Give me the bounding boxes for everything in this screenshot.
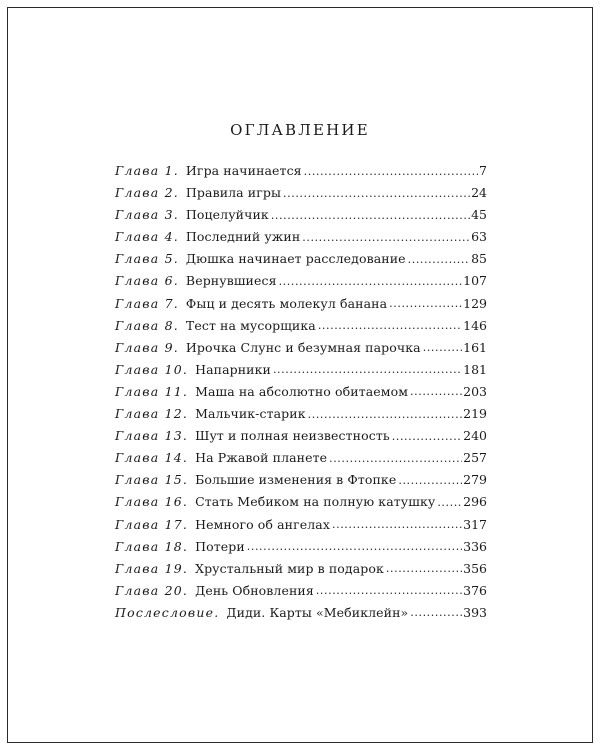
toc-entry-title: Вернувшиеся: [185, 273, 277, 289]
toc-entry-page: 203: [463, 383, 487, 399]
toc-entry-page: 24: [471, 185, 487, 201]
toc-entry-label: Глава 6.: [115, 273, 179, 289]
toc-dot-leader: [304, 160, 478, 183]
toc-entry-page: 279: [463, 472, 487, 488]
toc-entry-title: Фыц и десять молекул банана: [185, 295, 388, 311]
toc-dot-leader: [283, 182, 470, 205]
toc-entry-label: Глава 1.: [115, 163, 179, 178]
toc-entry: [115, 293, 487, 315]
toc-entry-title: Правила игры: [185, 185, 282, 201]
toc-entry-page: 336: [463, 538, 487, 554]
toc-entry: [115, 315, 487, 337]
toc-entry-page: 45: [471, 207, 487, 223]
toc-entry-label: Глава 4.: [115, 229, 179, 245]
toc-dot-leader: [308, 403, 463, 426]
toc-entry-title: На Ржавой планете: [195, 450, 328, 466]
toc-entry: [115, 204, 487, 226]
toc-dot-leader: [318, 314, 462, 337]
toc-entry: [115, 491, 487, 513]
toc-entry-label: Глава 13.: [115, 428, 189, 444]
toc-entry-label: Глава 20.: [115, 582, 189, 598]
toc-entry: [115, 558, 487, 580]
toc-entry-title: Диди. Карты «Мебиклейн»: [226, 604, 409, 620]
toc-entry-label: Глава 16.: [115, 494, 189, 510]
toc-entry-label: Глава 18.: [115, 538, 189, 554]
toc-entry-title: Маша на абсолютно обитаемом: [195, 383, 409, 399]
toc-entry-page: 85: [471, 251, 487, 267]
toc-entry-label: Глава 17.: [115, 516, 189, 532]
toc-entry-page: 107: [463, 273, 487, 289]
toc-dot-leader: [332, 513, 462, 536]
toc-entry-page: 7: [479, 163, 487, 178]
toc-entry: [115, 403, 487, 425]
toc-entry-page: 296: [463, 494, 487, 510]
toc-entry: [115, 469, 487, 491]
toc-dot-leader: [273, 358, 462, 381]
toc-entry-label: Глава 11.: [115, 383, 189, 399]
toc-entry-title: Игра начинается: [185, 163, 302, 178]
toc-entry: [115, 337, 487, 359]
toc-entry-label: Глава 3.: [115, 207, 179, 223]
toc-entry-page: 219: [463, 406, 487, 422]
toc-entry: [115, 248, 487, 270]
toc-entry-label: Глава 5.: [115, 251, 179, 267]
toc-entry-title: Напарники: [195, 361, 271, 377]
toc-entry-label: Глава 10.: [115, 361, 189, 377]
toc-dot-leader: [271, 204, 470, 227]
toc-entry: [115, 359, 487, 381]
toc-entry-title: Дюшка начинает расследование: [185, 251, 406, 267]
toc-entry: [115, 160, 487, 182]
toc-entry: [115, 425, 487, 447]
toc-dot-leader: [410, 601, 462, 624]
toc-entry-label: Глава 9.: [115, 339, 179, 355]
toc-entry-title: День Обновления: [195, 582, 314, 598]
toc-entry-page: 393: [463, 604, 487, 620]
toc-dot-leader: [408, 248, 470, 271]
toc-entry-title: Поцелуйчик: [185, 207, 269, 223]
toc-entry-page: 181: [463, 361, 487, 377]
toc-entry-title: Последний ужин: [185, 229, 301, 245]
toc-dot-leader: [389, 292, 462, 315]
toc-entry-title: Потери: [195, 538, 245, 554]
toc-dot-leader: [392, 425, 462, 448]
toc-entry-page: 161: [463, 339, 487, 355]
toc-entry-label: Глава 2.: [115, 185, 179, 201]
toc-entry-title: Хрустальный мир в подарок: [195, 560, 384, 576]
toc-entry-label: Глава 12.: [115, 406, 189, 422]
toc-entry-title: Немного об ангелах: [195, 516, 331, 532]
toc-entry-label: Послесловие.: [115, 604, 220, 620]
toc-dot-leader: [302, 226, 470, 249]
toc-dot-leader: [423, 336, 462, 359]
toc-entry: [115, 270, 487, 292]
toc-entry-page: 376: [463, 582, 487, 598]
toc-dot-leader: [437, 491, 462, 514]
toc-entry-title: Шут и полная неизвестность: [195, 428, 390, 444]
toc-entry-label: Глава 8.: [115, 317, 179, 333]
toc-entry-title: Большие изменения в Фтопке: [195, 472, 397, 488]
table-of-contents: [115, 160, 487, 624]
toc-entry-page: 63: [471, 229, 487, 245]
toc-entry-label: Глава 14.: [115, 450, 189, 466]
toc-entry-page: 240: [463, 428, 487, 444]
toc-entry: [115, 226, 487, 248]
toc-entry-page: 356: [463, 560, 487, 576]
toc-entry-label: Глава 15.: [115, 472, 189, 488]
toc-entry: [115, 182, 487, 204]
toc-entry-label: Глава 19.: [115, 560, 189, 576]
toc-entry-page: 146: [463, 317, 487, 333]
toc-entry: [115, 514, 487, 536]
page-title: ОГЛАВЛЕНИЕ: [230, 121, 370, 139]
toc-entry-page: 317: [463, 516, 487, 532]
toc-entry: [115, 580, 487, 602]
toc-entry-afterword: [115, 602, 487, 624]
toc-entry: [115, 381, 487, 403]
toc-dot-leader: [410, 380, 462, 403]
toc-dot-leader: [316, 579, 462, 602]
toc-entry-title: Тест на мусорщика: [185, 317, 316, 333]
toc-entry: [115, 536, 487, 558]
toc-entry: [115, 447, 487, 469]
toc-entry-page: 257: [463, 450, 487, 466]
toc-entry-title: Стать Мебиком на полную катушку: [195, 494, 436, 510]
toc-dot-leader: [398, 469, 462, 492]
toc-entry-label: Глава 7.: [115, 295, 179, 311]
toc-entry-page: 129: [463, 295, 487, 311]
toc-dot-leader: [329, 447, 462, 470]
toc-entry-title: Ирочка Слунс и безумная парочка: [185, 339, 421, 355]
toc-dot-leader: [386, 557, 462, 580]
toc-entry-title: Мальчик-старик: [195, 406, 306, 422]
toc-dot-leader: [247, 535, 462, 558]
toc-dot-leader: [279, 270, 463, 293]
